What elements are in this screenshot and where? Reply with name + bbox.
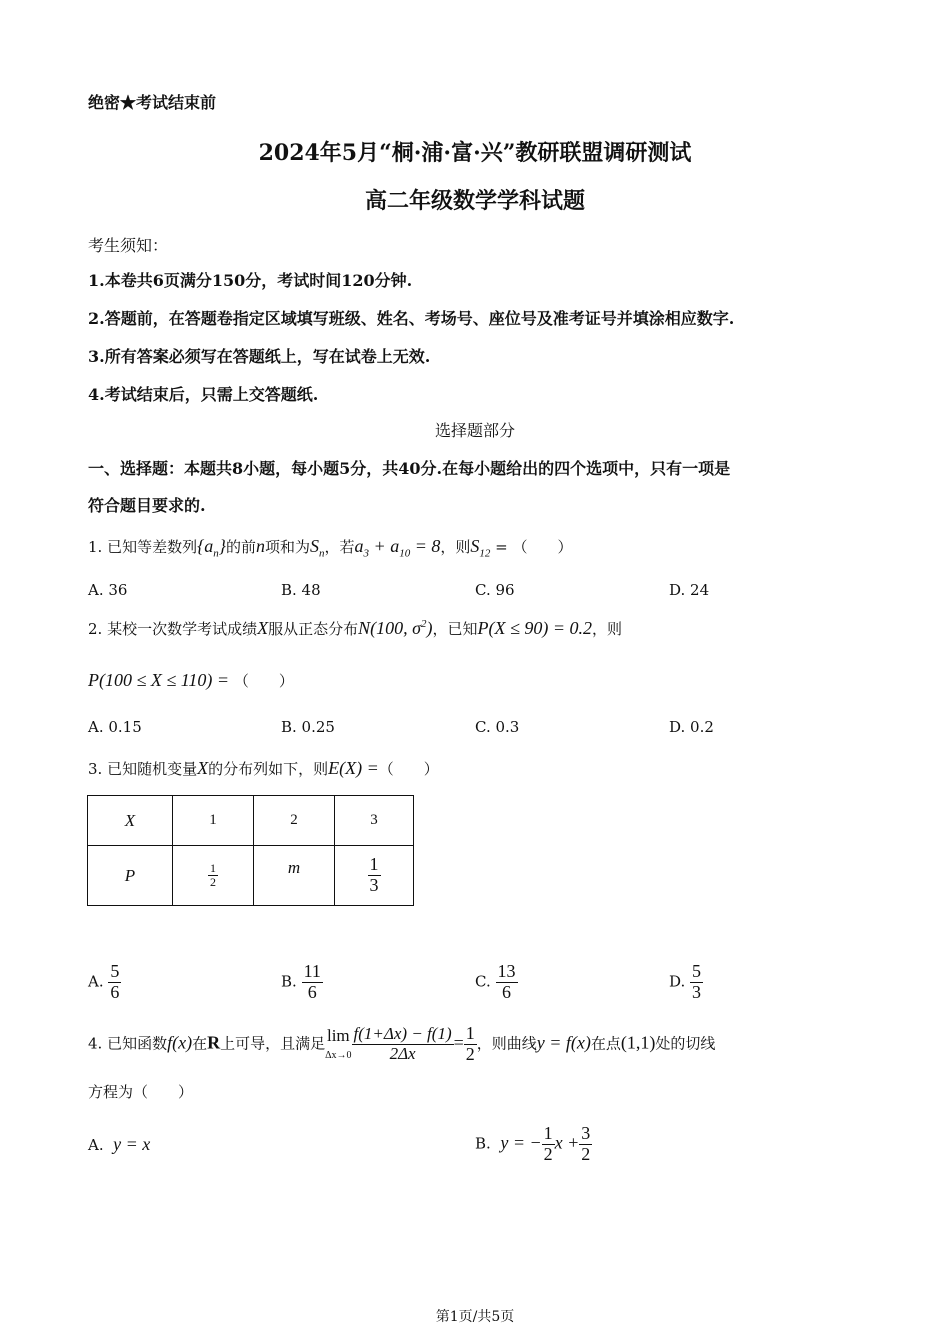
notice-item-3: 3.所有答案必须写在答题纸上，写在试卷上无效. — [88, 347, 431, 366]
notice-item-4: 4.考试结束后，只需上交答题纸. — [88, 385, 319, 404]
notice-item-2: 2.答题前，在答题卷指定区域填写班级、姓名、考场号、座位号及准考证号并填涂相应数字. — [88, 309, 735, 328]
question-4: 4. 已知函数f(x)在R上可导，且满足 lim Δx→0 $\frac{f(1+\Delta x) - f(1)}{2\Delta x}$ = $\frac{1}{2}$ ，则曲线y = f(x)在点(1,1)处的切线 — [88, 1023, 716, 1064]
page-number: 第1页/共5页 — [435, 1309, 515, 1325]
secret-label: 绝密★考试结束前 — [88, 93, 217, 112]
exam-subtitle: 高二年级数学学科试题 — [364, 188, 585, 214]
q3-expectation: E(X) = — [328, 758, 379, 778]
question-4-line2: 方程为（ ） — [88, 1083, 194, 1101]
q2-option-c[interactable]: C. 0.3 — [475, 718, 520, 736]
q3-option-a[interactable]: A. $\frac{5}{6}$ — [88, 961, 120, 1002]
q1-s12: $S_{12}$ — [470, 536, 491, 560]
table-cell: 1 — [173, 796, 254, 846]
table-row — [88, 796, 414, 846]
question-3: 3. 已知随机变量X的分布列如下，则E(X) =（ ） — [88, 758, 439, 778]
q2-probability: P(100 ≤ X ≤ 110) = — [88, 670, 230, 690]
q1-sequence: $\{a_n\}$ — [197, 536, 226, 560]
q1-condition: $a_3 + a_{10} = 8$ — [354, 536, 441, 560]
section-instruction-1: 一、选择题：本题共8小题，每小题5分，共40分.在每小题给出的四个选项中，只有一项是 — [88, 459, 731, 478]
table-cell: 3 — [335, 796, 414, 846]
q3-option-b[interactable]: B. $\frac{11}{6}$ — [281, 961, 321, 1002]
table-cell: X — [88, 796, 173, 846]
q1-option-c[interactable]: C. 96 — [475, 581, 515, 599]
table-cell: $\frac{1}{3}$ — [335, 846, 414, 906]
q1-option-a[interactable]: A. 36 — [88, 581, 128, 599]
table-cell: P — [88, 846, 173, 906]
q1-option-b[interactable]: B. 48 — [281, 581, 321, 599]
q2-option-d[interactable]: D. 0.2 — [669, 718, 714, 736]
q4-option-b[interactable]: B. y = − $\frac{1}{2}$ x + $\frac{3}{2}$ — [475, 1123, 591, 1164]
table-cell: 2 — [254, 796, 335, 846]
q1-n: n — [256, 536, 266, 556]
q3-option-d[interactable]: D. $\frac{5}{3}$ — [669, 961, 702, 1002]
q3-option-c[interactable]: C. $\frac{13}{6}$ — [475, 961, 516, 1002]
distribution-table — [87, 795, 414, 906]
q2-option-a[interactable]: A. 0.15 — [88, 718, 142, 736]
question-2-ask: P(100 ≤ X ≤ 110) = （ ） — [88, 670, 294, 690]
q4-fraction: $\frac{f(1+\Delta x) - f(1)}{2\Delta x}$ — [353, 1024, 452, 1063]
q2-distribution: N(100, $\sigma^2$) — [358, 618, 433, 638]
q2-option-b[interactable]: B. 0.25 — [281, 718, 335, 736]
q2-condition: P(X ≤ 90) = 0.2 — [477, 618, 593, 638]
q1-option-d[interactable]: D. 24 — [669, 581, 710, 599]
table-cell: $\frac{1}{2}$ — [173, 846, 254, 906]
section-instruction-2: 符合题目要求的. — [88, 496, 206, 515]
notice-item-1: 1.本卷共6页满分150分，考试时间120分钟. — [88, 271, 413, 290]
part-title: 选择题部分 — [434, 421, 515, 440]
q1-text-1: 1. 已知等差数列 — [88, 538, 198, 556]
notice-heading: 考生须知： — [88, 236, 169, 255]
q1-sn: $S_n$ — [310, 536, 325, 560]
q2-x: X — [257, 618, 269, 638]
q4-option-a[interactable]: A. y = x — [88, 1134, 151, 1154]
question-1: 1. 已知等差数列$\{a_n\}$的前n项和为$S_n$，若$a_3 + a_{10} = 8$，则$S_{12}$ = （ ） — [88, 536, 573, 560]
table-cell: m — [254, 846, 335, 906]
table-row — [88, 846, 414, 906]
exam-title: 2024年5月“桐·浦·富·兴”教研联盟调研测试 — [258, 140, 692, 166]
q4-limit: lim Δx→0 — [325, 1026, 352, 1062]
question-2: 2. 某校一次数学考试成绩X服从正态分布N(100, $\sigma^2$)，已知P(X ≤ 90) = 0.2，则 — [88, 618, 623, 638]
